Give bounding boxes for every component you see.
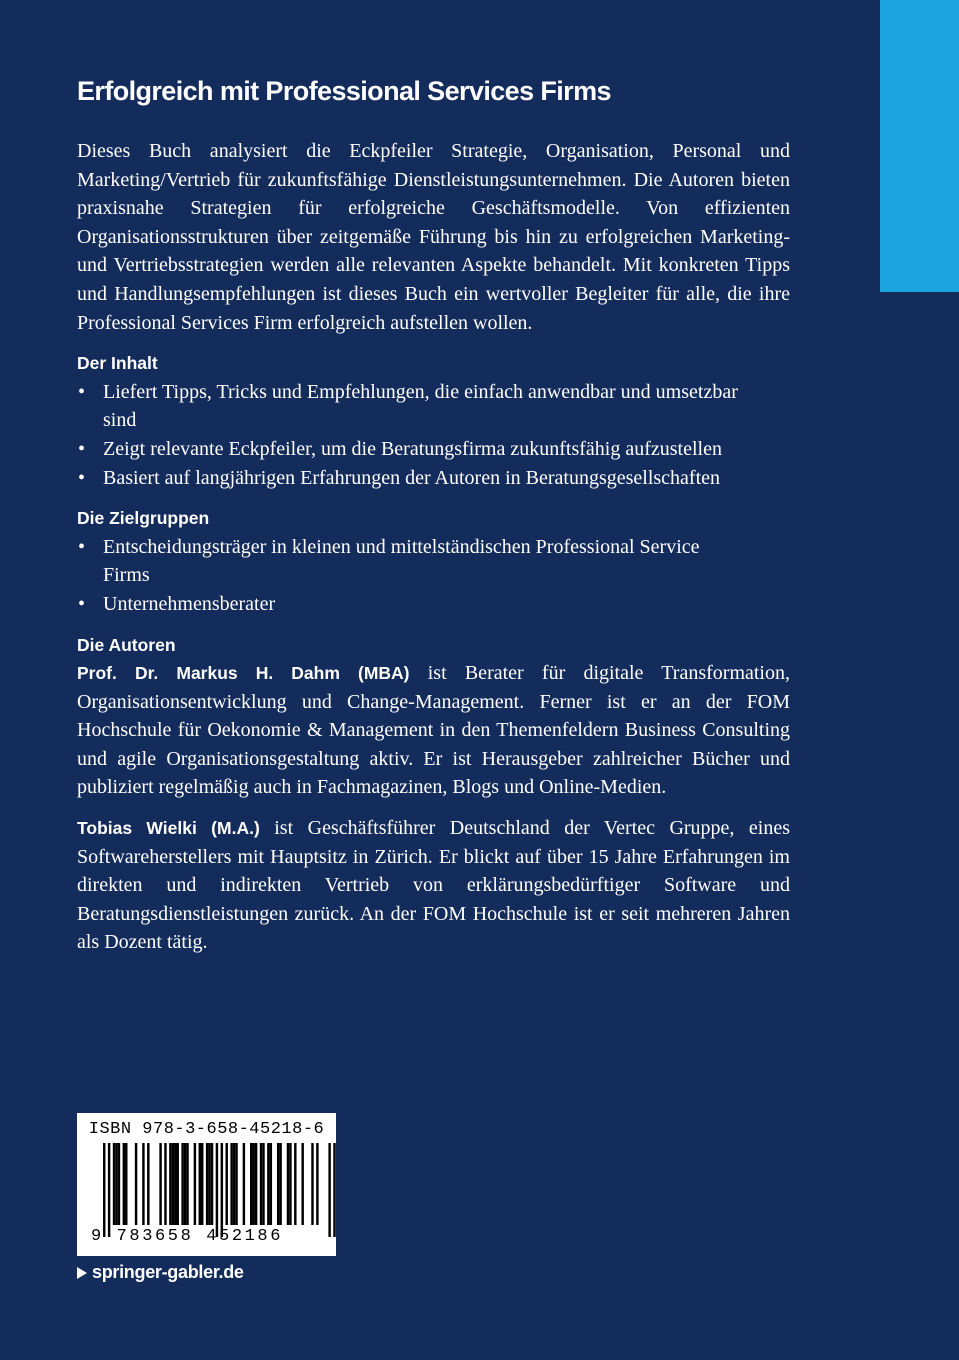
barcode-bar [250,1143,252,1225]
barcode-bar [159,1143,161,1225]
barcode-digits: 9 783658 452186 [91,1227,284,1246]
barcode-bar [262,1143,264,1225]
bullet-icon: • [78,535,86,558]
author-bio-text: ist Geschäftsführer Deutschland der Vertec Gruppe, eines Softwareherstellers mit Hauptsitz in Zürich. Er blickt auf über 15 Jahre Erfahrungen im direkten und indirekten Vertrieb von erklärungsbedürftiger Software und Beratungsdienstleistungen zurück. An der FOM Hochschule ist er seit mehreren Jahren als Dozent tätig. [77,817,790,954]
barcode-bar [125,1143,127,1225]
author-name: Prof. Dr. Markus H. Dahm (MBA) [77,663,410,684]
barcode-bar [328,1143,330,1237]
barcode-bar [174,1143,176,1225]
barcode-bar [169,1143,171,1225]
barcode-bar [316,1143,318,1225]
barcode-bar [287,1143,289,1225]
book-description: Dieses Buch analysiert die Eckpfeiler Strategie, Organisation, Personal und Marketing/Vertrieb für zukunftsfähige Dienstleistungsunternehmen. Die Autoren bieten praxisnahe Strategien für erfolgreiche Geschäftsmodelle. Von effizienten Organisationsstrukturen über zeitgemäße Führung bis hin zu erfolgreichen Marketing- und Vertriebsstrategien werden alle relevanten Aspekte behandelt. Mit konkreten Tipps und Handlungsempfehlungen ist dieses Buch ein wertvoller Begleiter für alle, die ihre Professional Services Firm erfolgreich aufstellen wollen. [77,140,790,334]
isbn-text: ISBN 978-3-658-45218-6 [88,1120,325,1139]
barcode-bar [194,1143,196,1225]
authors-heading: Die Autoren [77,634,176,655]
bullet-icon: • [78,466,86,489]
barcode-bar [211,1143,213,1225]
audience-list [77,533,790,619]
book-title: Erfolgreich mit Professional Services Firms [77,76,611,106]
barcode-bar [186,1143,188,1225]
barcode-bar [270,1143,272,1225]
barcode-bar [255,1143,257,1225]
barcode-bar [184,1143,186,1225]
list-item: • Liefert Tipps, Tricks und Empfehlungen, die einfach anwendbar und umsetzbar sind [77,378,790,435]
barcode-bar [311,1143,313,1225]
barcode-bar [208,1143,210,1225]
author-bio-dahm [77,659,790,802]
barcode-bar [252,1143,254,1225]
barcode-bar [277,1143,279,1225]
barcode-bar [333,1143,335,1237]
barcode-bar [233,1143,235,1225]
barcode-bar [199,1143,201,1225]
publisher-link[interactable] [77,1262,244,1283]
barcode-bar [235,1143,237,1225]
barcode-bar [301,1143,303,1225]
barcode-bar [115,1143,117,1225]
barcode-bar [226,1143,228,1225]
barcode-bar [206,1143,208,1225]
barcode-bar [108,1143,110,1237]
barcode-bar [294,1143,296,1225]
list-item: • Zeigt relevante Eckpfeiler, um die Beratungsfirma zukunftsfähig aufzustellen [77,435,790,464]
accent-bar [880,0,959,292]
author-bio-wielki [77,814,790,957]
barcode-bar [103,1143,105,1237]
author-name: Tobias Wielki (M.A.) [77,818,260,839]
barcode-bar [279,1143,281,1225]
barcode-bar [177,1143,179,1225]
barcode-bar [142,1143,144,1225]
barcode-bar [123,1143,125,1225]
barcode-bar [216,1143,218,1237]
barcode-bar [243,1143,245,1225]
barcode-bar [260,1143,262,1225]
arrow-right-icon [77,1267,87,1279]
back-cover-content [77,74,790,969]
barcode-bar [172,1143,174,1225]
barcode-bar [164,1143,166,1225]
barcode-bar [147,1143,149,1225]
author-bio-text: ist Berater für digitale Transformation, Organisationsentwicklung und Change-Management. Ferner ist er an der FOM Hochschule für Oekonomie & Management in den Themenfeldern Business Consulting und agile Organisationsgestaltung aktiv. Er ist Herausgeber zahlreicher Bücher und publiziert regelmäßig auch in Fachmagazinen, Blogs und Online-Medien. [77,662,790,799]
contents-heading: Der Inhalt [77,353,158,374]
isbn-barcode [77,1113,336,1256]
bullet-icon: • [78,592,86,615]
list-item: • Unternehmensberater [77,590,790,619]
barcode-bar [135,1143,137,1225]
contents-list [77,378,790,492]
publisher-label: springer-gabler.de [92,1262,244,1282]
barcode-bar [118,1143,120,1225]
barcode-bar [289,1143,291,1225]
barcode-bar [181,1143,183,1225]
bullet-icon: • [78,380,86,403]
barcode-bar [230,1143,232,1225]
barcode-bar [267,1143,269,1225]
bullet-icon: • [78,437,86,460]
barcode-bar [201,1143,203,1225]
list-item: • Basiert auf langjährigen Erfahrungen der Autoren in Beratungsgesellschaften [77,464,790,493]
barcode-bar [221,1143,223,1237]
audience-heading: Die Zielgruppen [77,508,210,529]
barcode-bar [113,1143,115,1225]
list-item: • Entscheidungsträger in kleinen und mittelständischen Professional Service Firms [77,533,790,590]
